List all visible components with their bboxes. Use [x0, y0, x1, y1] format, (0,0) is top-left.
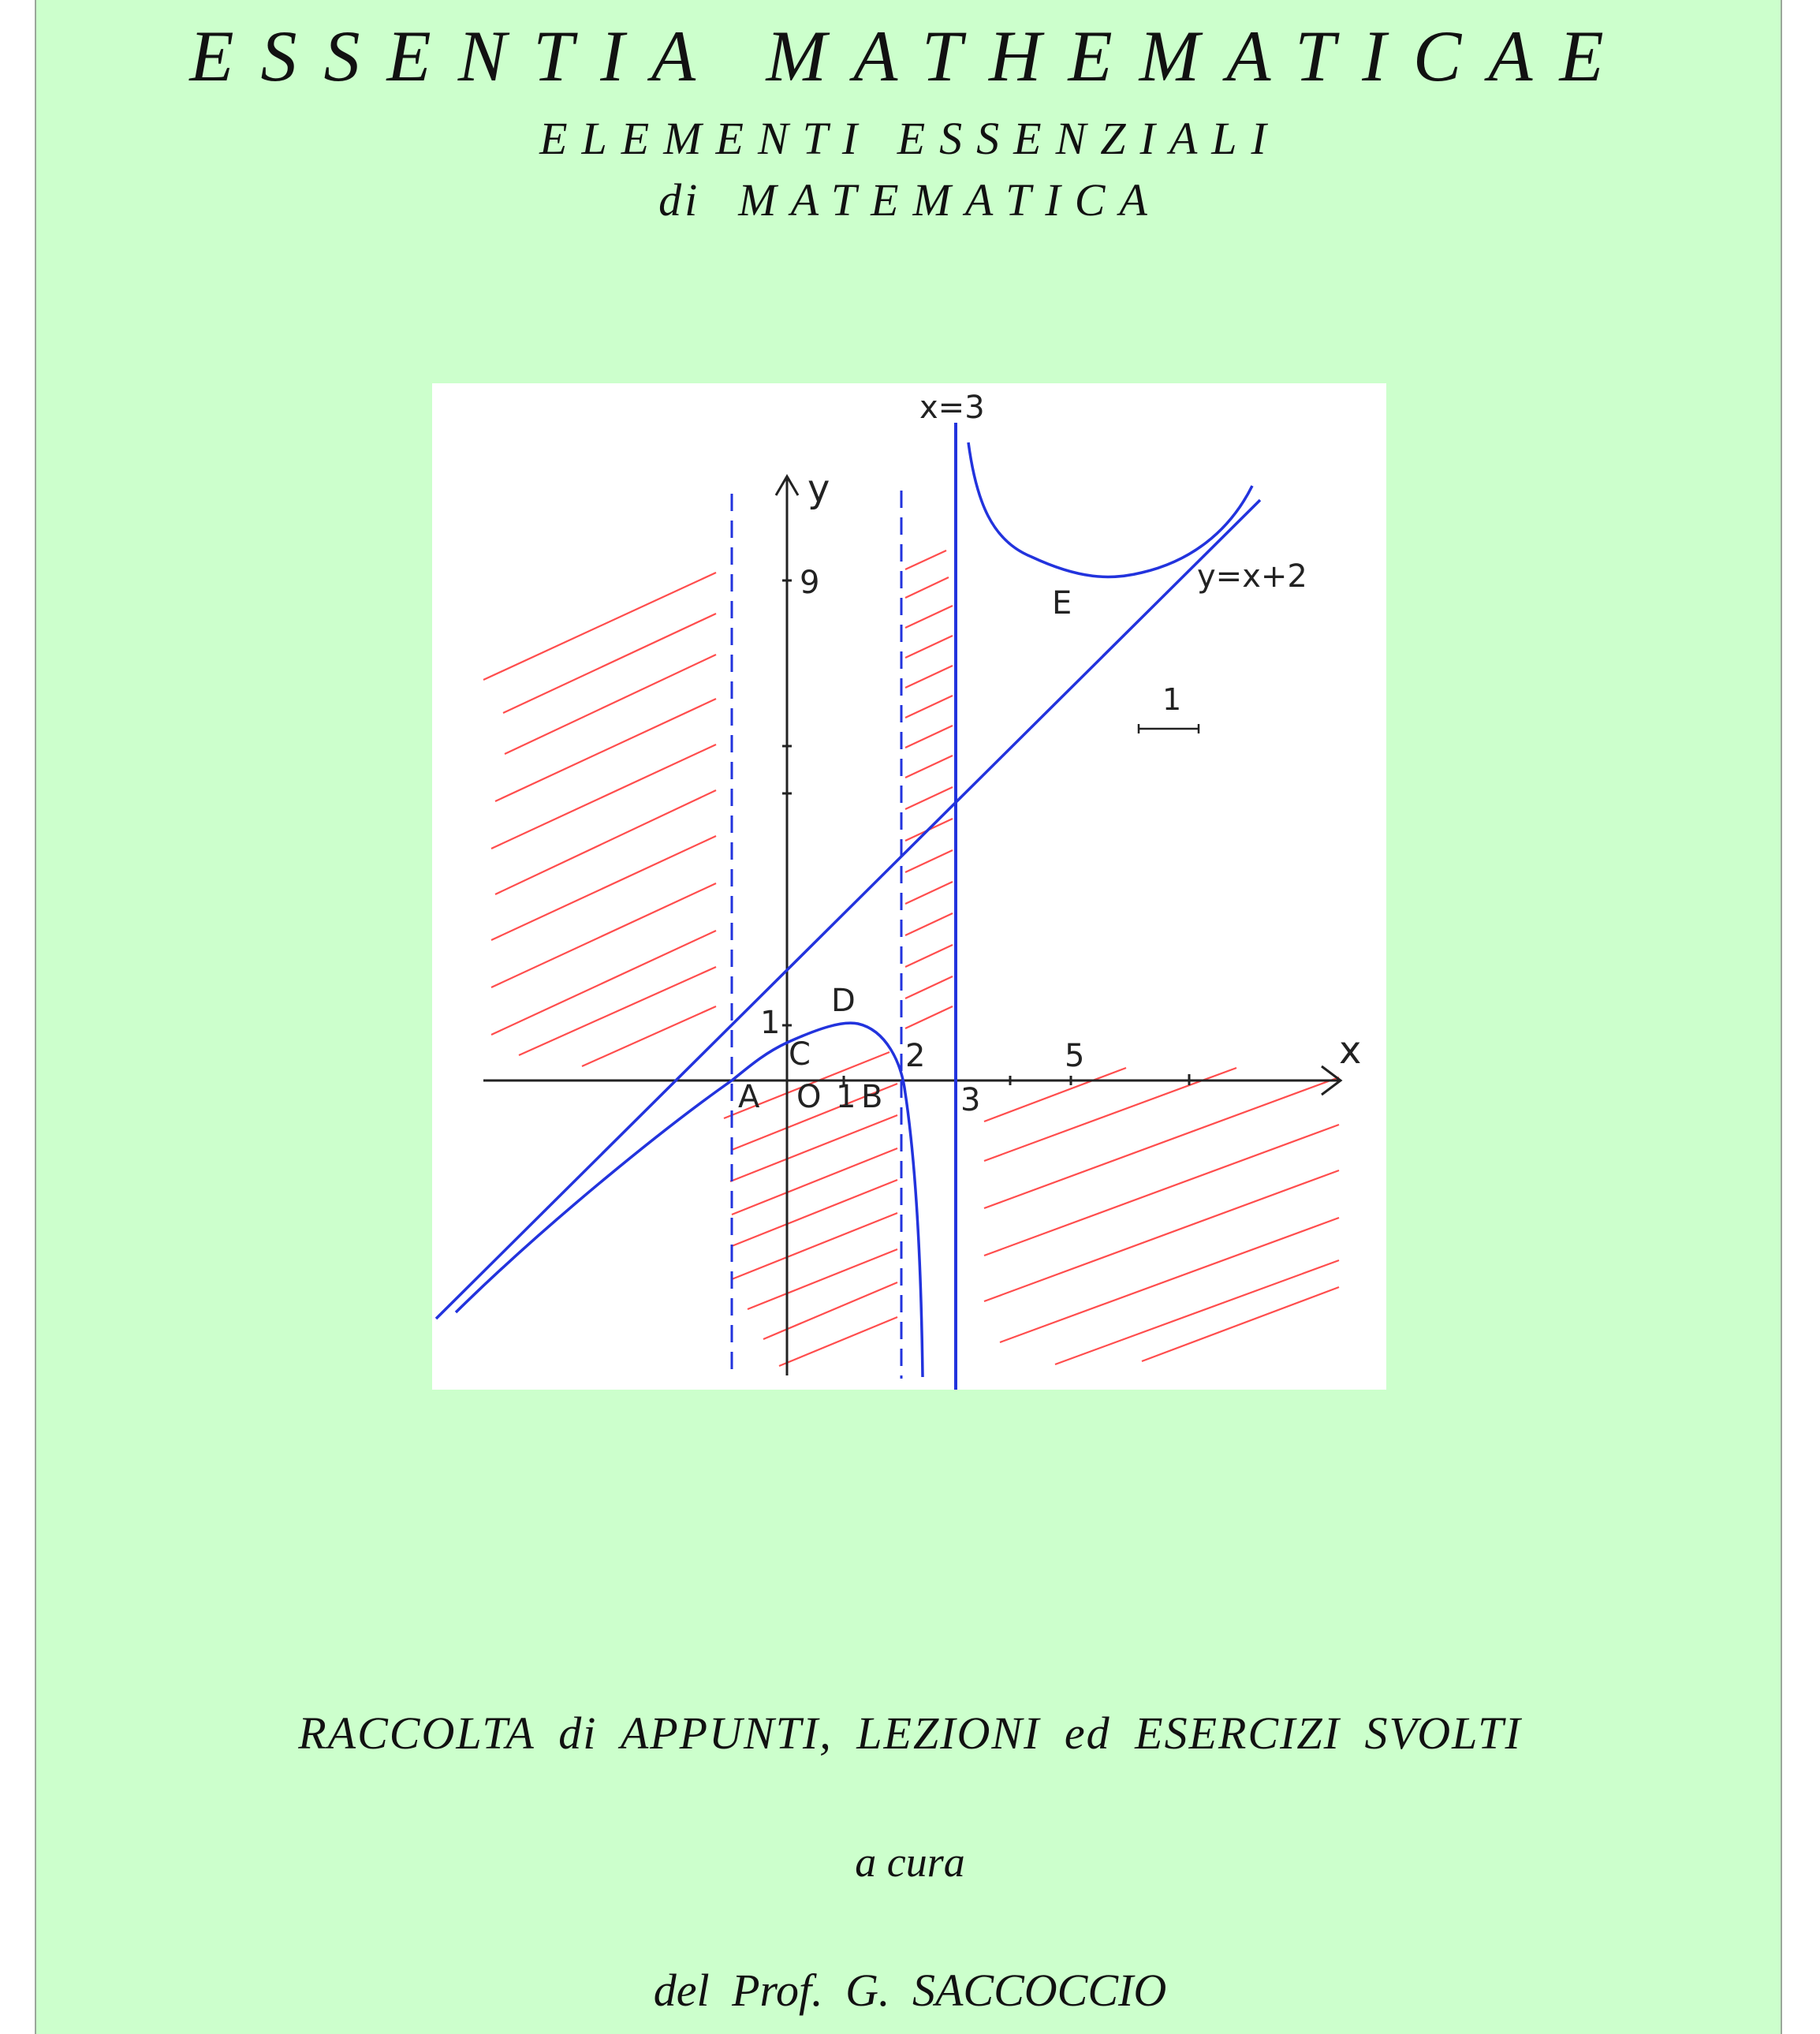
label-x-tick-2: 2: [905, 1038, 926, 1074]
subtitle-line-1: ELEMENTI ESSENZIALI: [539, 113, 1281, 164]
label-scale-unit: 1: [1162, 682, 1182, 717]
collection-line: RACCOLTA di APPUNTI, LEZIONI ed ESERCIZI SVOLTI: [298, 1707, 1522, 1759]
hatched-regions: [483, 550, 1339, 1366]
label-x-equals-3: x=3: [919, 390, 985, 426]
author-line: del Prof. G. SACCOCCIO: [653, 1965, 1167, 2016]
subtitle-di: di: [658, 174, 701, 226]
hatch-left-region: [483, 573, 716, 1066]
label-point-a: A: [738, 1079, 760, 1115]
label-point-c: C: [789, 1036, 811, 1073]
function-left-branch: [456, 1023, 926, 1377]
main-title: ESSENTIA MATHEMATICAE: [189, 16, 1631, 96]
label-point-b: B: [861, 1079, 883, 1115]
label-y-axis: y: [807, 467, 830, 511]
subtitle-matematica: MATEMATICA: [738, 174, 1162, 226]
axes: [483, 476, 1341, 1375]
hatch-middle-strip: [905, 550, 953, 1028]
label-y-tick-1: 1: [760, 1005, 781, 1041]
label-y-equals-x-plus-2: y=x+2: [1197, 558, 1307, 595]
graph-svg: [432, 383, 1386, 1390]
scale-bar: [1139, 724, 1199, 733]
edited-by-line: a cura: [855, 1838, 965, 1886]
label-point-e: E: [1052, 585, 1072, 621]
label-x-tick-1: 1: [836, 1079, 856, 1115]
label-x-tick-5: 5: [1065, 1038, 1085, 1074]
label-y-tick-9: 9: [800, 565, 820, 601]
subtitle-line-2: [0, 174, 1820, 226]
label-point-d: D: [831, 983, 856, 1019]
function-graph: [432, 383, 1386, 1390]
hatch-right-region: [984, 1068, 1339, 1364]
label-x-tick-3: 3: [960, 1082, 981, 1118]
function-right-branch: [968, 442, 1252, 577]
label-x-axis: x: [1339, 1028, 1362, 1073]
label-origin: O: [796, 1079, 822, 1115]
graph-labels: [738, 390, 1361, 1118]
